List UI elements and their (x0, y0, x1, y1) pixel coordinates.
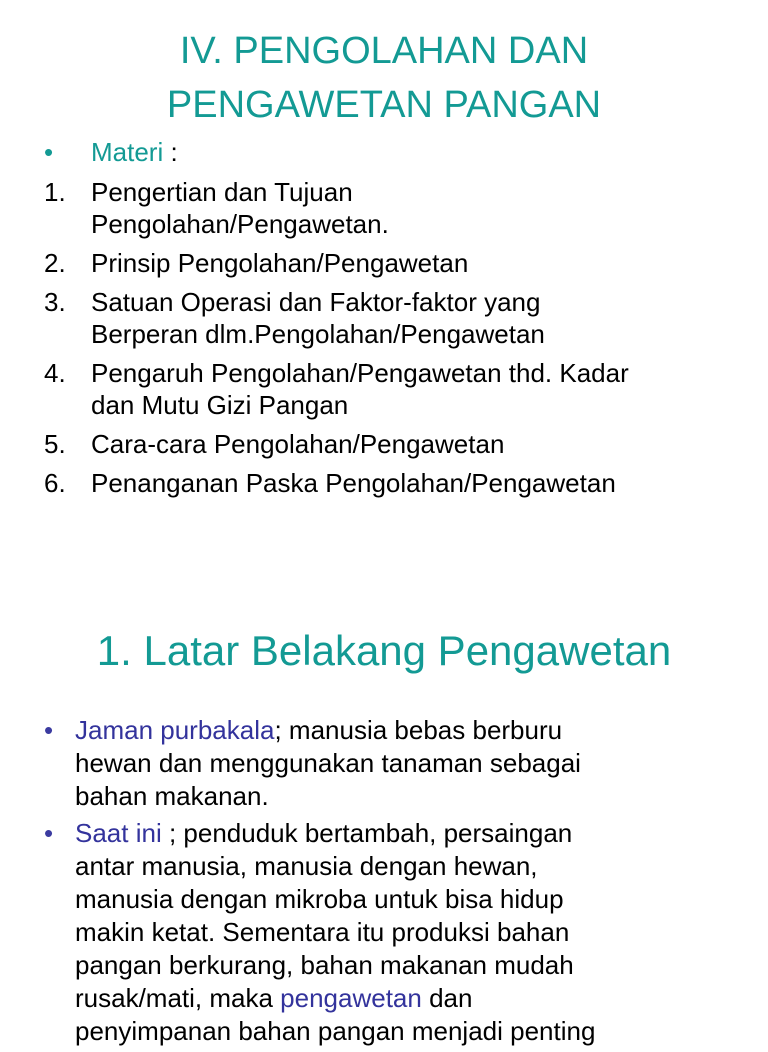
bullet-icon: • (44, 818, 54, 848)
materi-label: Materi (91, 137, 164, 167)
slide-2 (0, 560, 768, 1046)
item-text-line (75, 817, 744, 850)
list-item (44, 357, 744, 421)
list-item (44, 428, 744, 460)
list-item (44, 714, 744, 813)
title-line-1: IV. PENGOLAHAN DAN (179, 30, 589, 72)
highlight-term: Saat ini (75, 818, 162, 848)
text-fragment: ; penduduk bertambah, persaingan (161, 818, 573, 848)
item-text-line: Satuan Operasi dan Faktor-faktor yang (91, 287, 541, 317)
item-text-line: makin ketat. Sementara itu produksi bahan (75, 917, 570, 947)
item-text-line: bahan makanan. (75, 781, 269, 811)
item-text-line: hewan dan menggunakan tanaman sebagai (75, 748, 581, 778)
bullet-icon: • (44, 137, 54, 167)
item-text-line: Berperan dlm.Pengolahan/Pengawetan (91, 319, 545, 349)
item-number: 2. (44, 248, 66, 278)
text-fragment: dan (421, 983, 473, 1013)
item-text-line: pangan berkurang, bahan makanan mudah (75, 950, 574, 980)
background-bullets (44, 714, 744, 1052)
materi-heading (91, 136, 178, 168)
highlight-term: Jaman purbakala (75, 715, 275, 745)
list-item (44, 467, 744, 499)
item-text-line: dan Mutu Gizi Pangan (91, 390, 349, 420)
list-item (44, 176, 744, 240)
list-item (44, 286, 744, 350)
item-text-line: Pengolahan/Pengawetan. (91, 209, 389, 239)
item-text-line: Cara-cara Pengolahan/Pengawetan (91, 429, 505, 459)
materi-colon: : (163, 137, 178, 167)
title-line-2: PENGAWETAN PANGAN (166, 84, 602, 126)
item-number: 6. (44, 468, 66, 498)
item-text-line: Penanganan Paska Pengolahan/Pengawetan (91, 468, 616, 498)
slide-1-title (0, 24, 768, 132)
item-number: 5. (44, 429, 66, 459)
text-fragment: rusak/mati, maka (75, 983, 281, 1013)
item-text-line: antar manusia, manusia dengan hewan, (75, 851, 538, 881)
list-item (44, 247, 744, 279)
item-number: 1. (44, 177, 66, 207)
item-number: 4. (44, 358, 66, 388)
item-text-line: manusia dengan mikroba untuk bisa hidup (75, 884, 564, 914)
text-fragment: ; manusia bebas berburu (274, 715, 563, 745)
highlight-term: pengawetan (280, 983, 422, 1013)
item-text-line: Prinsip Pengolahan/Pengawetan (91, 248, 469, 278)
bullet-icon: • (44, 715, 54, 745)
slide-2-title: 1. Latar Belakang Pengawetan (96, 627, 672, 674)
item-text-line: Pengaruh Pengolahan/Pengawetan thd. Kadar (91, 358, 629, 388)
item-number: 3. (44, 287, 66, 317)
item-text-line: Pengertian dan Tujuan (91, 177, 353, 207)
item-text-line (75, 714, 744, 747)
list-item (44, 817, 744, 1048)
item-text-line (75, 982, 744, 1015)
materi-list (44, 176, 744, 506)
item-text-line: penyimpanan bahan pangan menjadi penting (75, 1016, 596, 1046)
